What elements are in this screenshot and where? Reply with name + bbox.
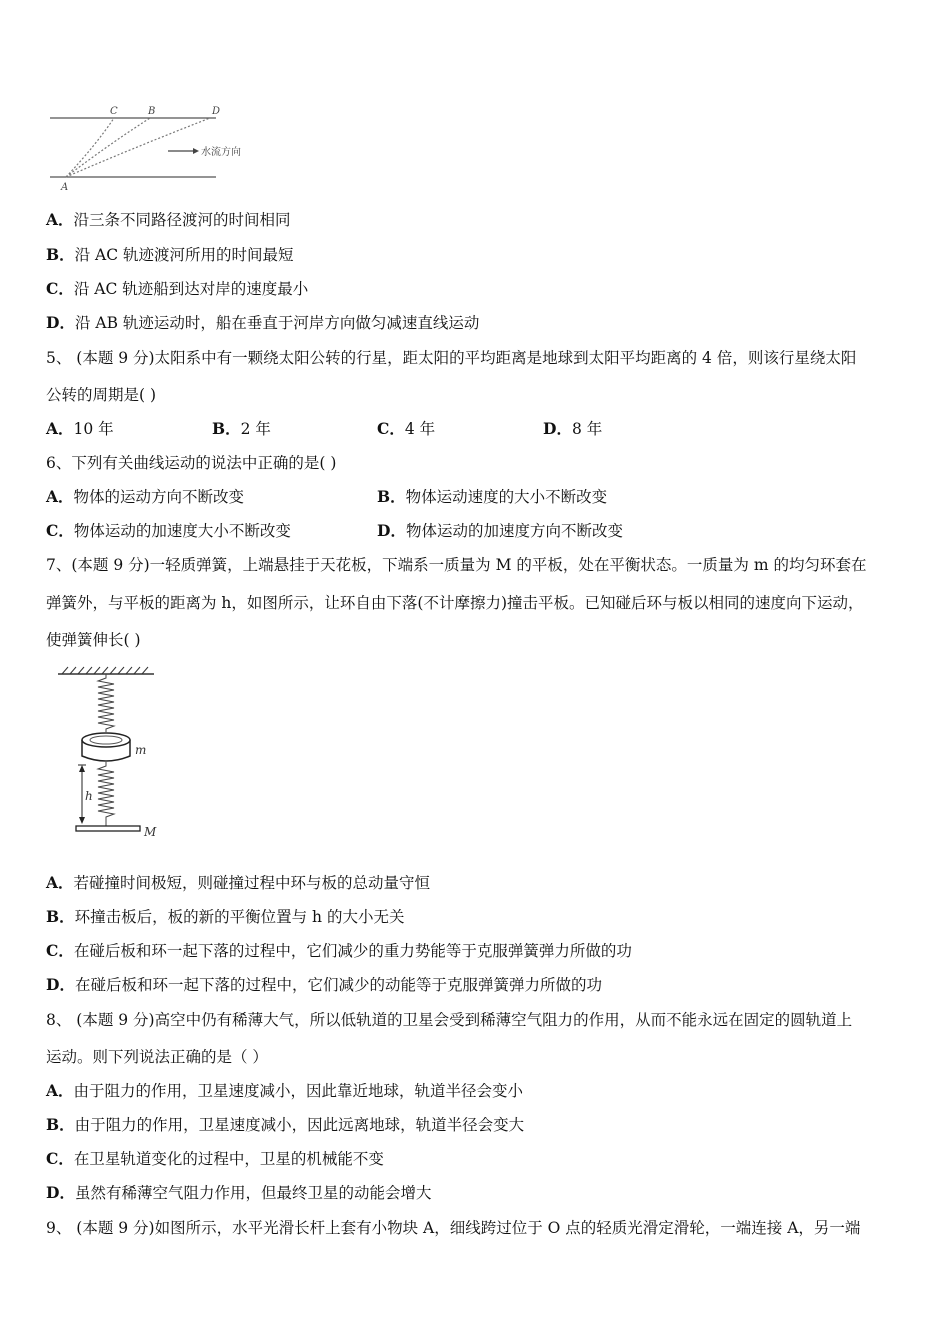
option-key: C． <box>46 279 74 298</box>
ring <box>82 733 130 761</box>
q7-stem-line2: 弹簧外，与平板的距离为 h，如图所示，让环自由下落(不计摩擦力)撞击平板。已知碰后环与板以相同的速度向下运动， <box>46 594 864 612</box>
q6-stem: 6、下列有关曲线运动的说法中正确的是( ) <box>46 454 337 472</box>
q7-option-a <box>46 873 430 893</box>
q7-stem-line1: 7、(本题 9 分)一轻质弹簧，上端悬挂于天花板，下端系一质量为 M 的平板，处在平衡状态。一质量为 m 的均匀环套在 <box>46 556 867 574</box>
option-key: C． <box>46 521 74 540</box>
q7-option-b <box>46 907 404 927</box>
q4-option-c <box>46 279 308 299</box>
h-arrowhead-up-icon <box>79 765 85 772</box>
q9-stem-line1: 9、 (本题 9 分)如图所示，水平光滑长杆上套有小物块 A，细线跨过位于 O 点的轻质光滑定滑轮，一端连接 A，另一端 <box>46 1219 861 1237</box>
plate-mass-label: M <box>144 825 157 839</box>
option-key: B． <box>46 1115 75 1134</box>
option-text: 物体运动的加速度大小不断改变 <box>73 522 291 540</box>
option-text: 物体运动速度的大小不断改变 <box>405 488 608 506</box>
option-text: 虽然有稀薄空气阻力作用，但最终卫星的动能会增大 <box>74 1184 432 1202</box>
spring-upper <box>98 674 114 732</box>
spring-lower <box>98 762 114 826</box>
option-text: 物体的运动方向不断改变 <box>73 488 245 506</box>
option-text: 8 年 <box>571 420 603 438</box>
option-text: 在卫星轨道变化的过程中，卫星的机械能不变 <box>73 1150 384 1168</box>
height-label: h <box>85 789 93 803</box>
option-text: 沿 AC 轨迹船到达对岸的速度最小 <box>73 280 309 298</box>
spring-ring-figure <box>50 664 170 842</box>
option-key: D． <box>46 1183 75 1202</box>
option-text: 在碰后板和环一起下落的过程中，它们减少的动能等于克服弹簧弹力所做的功 <box>74 976 602 994</box>
q5-option-b <box>212 419 271 439</box>
label-a: A <box>61 182 69 192</box>
option-key: D． <box>543 419 572 438</box>
q5-option-a <box>46 419 114 439</box>
option-key: A． <box>46 1081 74 1100</box>
q7-stem-line3: 使弹簧伸长( ) <box>46 631 141 649</box>
option-text: 沿 AB 轨迹运动时，船在垂直于河岸方向做匀减速直线运动 <box>74 314 480 332</box>
option-key: C． <box>46 941 74 960</box>
river-crossing-figure <box>48 100 258 192</box>
ring-mass-label: m <box>135 743 147 757</box>
q6-option-c <box>46 521 291 541</box>
option-key: A． <box>46 873 74 892</box>
q8-option-c <box>46 1149 384 1169</box>
label-d: D <box>212 106 221 117</box>
option-text: 由于阻力的作用，卫星速度减小，因此靠近地球，轨道半径会变小 <box>73 1082 524 1100</box>
q5-option-c <box>377 419 435 439</box>
option-text: 在碰后板和环一起下落的过程中，它们减少的重力势能等于克服弹簧弹力所做的功 <box>73 942 632 960</box>
option-key: A． <box>46 210 74 229</box>
option-text: 4 年 <box>404 420 436 438</box>
q8-option-a <box>46 1081 523 1101</box>
q8-option-d <box>46 1183 431 1203</box>
option-key: D． <box>46 313 75 332</box>
q6-option-d <box>377 521 623 541</box>
option-key: D． <box>46 975 75 994</box>
q7-option-d <box>46 975 602 995</box>
ceiling-hatch <box>62 667 148 674</box>
option-text: 物体运动的加速度方向不断改变 <box>405 522 623 540</box>
label-c: C <box>110 106 118 117</box>
path-ac <box>66 118 114 177</box>
q5-option-d <box>543 419 602 439</box>
q8-option-b <box>46 1115 524 1135</box>
option-text: 若碰撞时间极短，则碰撞过程中环与板的总动量守恒 <box>73 874 431 892</box>
q4-option-d <box>46 313 479 333</box>
q7-option-c <box>46 941 632 961</box>
option-key: A． <box>46 419 74 438</box>
flow-arrowhead-icon <box>193 148 199 154</box>
option-key: C． <box>46 1149 74 1168</box>
q5-stem-line2: 公转的周期是( ) <box>46 386 157 404</box>
label-b: B <box>148 106 156 117</box>
option-text: 沿 AC 轨迹渡河所用的时间最短 <box>74 246 294 264</box>
option-key: D． <box>377 521 406 540</box>
option-text: 由于阻力的作用，卫星速度减小，因此远离地球，轨道半径会变大 <box>74 1116 525 1134</box>
q4-option-b <box>46 245 294 265</box>
flow-label: 水流方向 <box>201 147 241 158</box>
option-key: B． <box>212 419 241 438</box>
q4-option-a <box>46 210 291 230</box>
option-text: 10 年 <box>73 420 114 438</box>
path-ad <box>66 118 210 177</box>
option-text: 环撞击板后，板的新的平衡位置与 h 的大小无关 <box>74 908 405 926</box>
option-text: 2 年 <box>240 420 271 438</box>
q5-stem-line1: 5、 (本题 9 分)太阳系中有一颗绕太阳公转的行星，距太阳的平均距离是地球到太阳平均距离的 4 倍，则该行星绕太阳 <box>46 349 857 367</box>
option-key: B． <box>46 245 75 264</box>
q8-stem-line1: 8、 (本题 9 分)高空中仍有稀薄大气，所以低轨道的卫星会受到稀薄空气阻力的作用，从而不能永远在固定的圆轨道上 <box>46 1011 853 1029</box>
option-text: 沿三条不同路径渡河的时间相同 <box>73 211 291 229</box>
h-arrowhead-down-icon <box>79 817 85 824</box>
q6-option-a <box>46 487 244 507</box>
q6-option-b <box>377 487 607 507</box>
q8-stem-line2: 运动。则下列说法正确的是（ ） <box>46 1048 268 1066</box>
option-key: A． <box>46 487 74 506</box>
option-key: B． <box>377 487 406 506</box>
option-key: C． <box>377 419 405 438</box>
option-key: B． <box>46 907 75 926</box>
plate <box>76 826 140 831</box>
